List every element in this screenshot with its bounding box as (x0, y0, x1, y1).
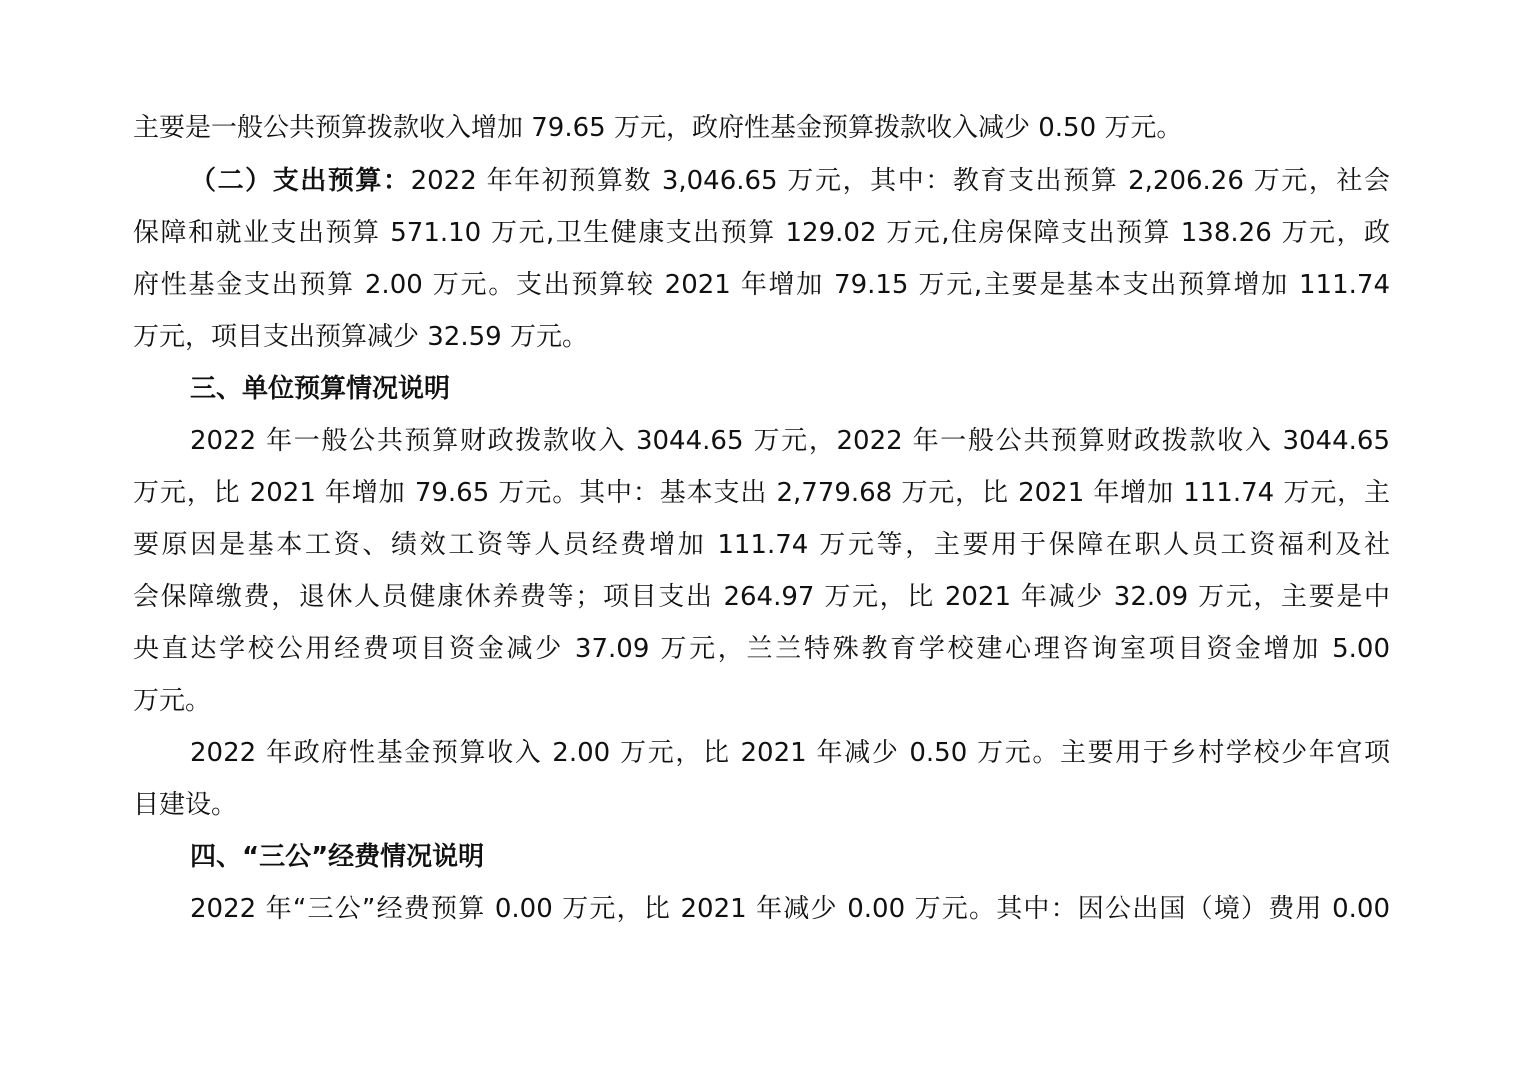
paragraph-line: 2022 年政府性基金预算收入 2.00 万元，比 2021 年减少 0.50 万元。主要用于乡村学校少年宫项 (190, 738, 1390, 768)
paragraph-line: 目建设。 (133, 790, 238, 820)
paragraph-text: 2022 年年初预算数 3,046.65 万元，其中：教育支出预算 2,206.26 万元，社会 (410, 166, 1390, 196)
paragraph-line (190, 161, 1390, 201)
paragraph-line: 万元，比 2021 年增加 79.65 万元。其中：基本支出 2,779.68 万元，比 2021 年增加 111.74 万元，主 (133, 478, 1390, 508)
paragraph-line: 保障和就业支出预算 571.10 万元,卫生健康支出预算 129.02 万元,住房保障支出预算 138.26 万元，政 (133, 218, 1390, 248)
paragraph-line: 央直达学校公用经费项目资金减少 37.09 万元，兰兰特殊教育学校建心理咨询室项目资金增加 5.00 (133, 634, 1390, 664)
paragraph-line: 万元，项目支出预算减少 32.59 万元。 (133, 322, 588, 352)
paragraph-line: 要原因是基本工资、绩效工资等人员经费增加 111.74 万元等，主要用于保障在职人员工资福利及社 (133, 530, 1390, 560)
paragraph-line: 2022 年一般公共预算财政拨款收入 3044.65 万元，2022 年一般公共预算财政拨款收入 3044.65 (190, 426, 1390, 456)
paragraph-line: 2022 年“三公”经费预算 0.00 万元，比 2021 年减少 0.00 万元。其中：因公出国（境）费用 0.00 (190, 894, 1390, 924)
paragraph-line: 万元。 (133, 686, 212, 716)
section-heading: 四、“三公”经费情况说明 (190, 842, 485, 872)
paragraph-line: 府性基金支出预算 2.00 万元。支出预算较 2021 年增加 79.15 万元,主要是基本支出预算增加 111.74 (133, 270, 1390, 300)
paragraph-line: 会保障缴费，退休人员健康休养费等；项目支出 264.97 万元，比 2021 年减少 32.09 万元，主要是中 (133, 582, 1390, 612)
section-heading: 三、单位预算情况说明 (190, 374, 451, 404)
paragraph-line: 主要是一般公共预算拨款收入增加 79.65 万元，政府性基金预算拨款收入减少 0.50 万元。 (133, 113, 1183, 143)
section-subheading: （二）支出预算： (190, 166, 411, 196)
